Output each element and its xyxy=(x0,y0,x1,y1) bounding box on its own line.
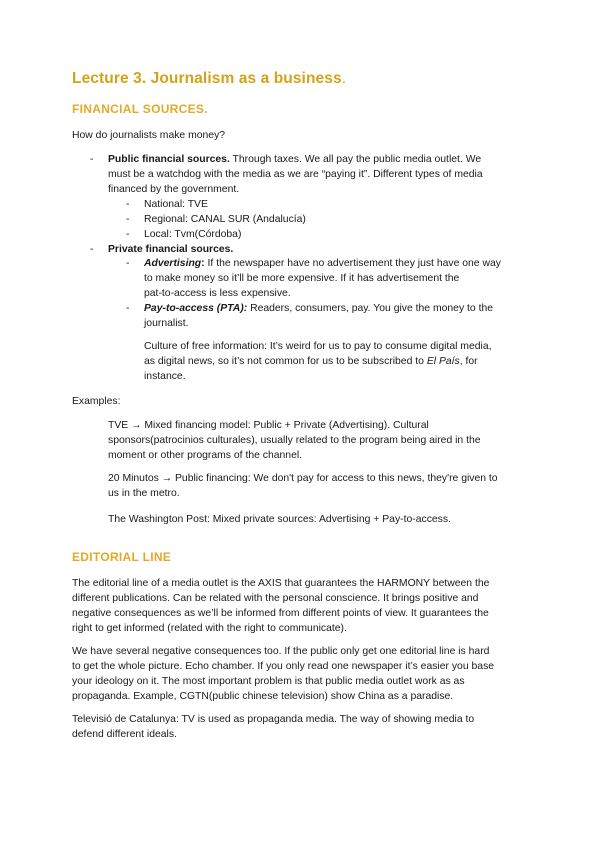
public-sources-paragraph xyxy=(108,152,538,197)
culture-paragraph: Culture of free information: It’s weird for us to pay to consume digital media, as digital news, so it’s not common for us to be subscribed to El País, for instance. xyxy=(144,341,492,382)
list-item-regional: Regional: CANAL SUR (Andalucía) xyxy=(144,214,306,225)
advertising-label: Advertising xyxy=(144,258,202,269)
sub-bullet-dash: - xyxy=(126,229,130,240)
question-text: How do journalists make money? xyxy=(72,130,226,141)
public-line: Through taxes. We all pay the public media outlet. We xyxy=(232,154,482,165)
editorial-paragraph-1: The editorial line of a media outlet is the AXIS that guarantees the HARMONY between the different publications. Can be related with the personal conscience. It brings positive and negative consequences as we’ll be informed from different points of view. It guarantees the right to get informed (related with the right to communicate). xyxy=(72,578,490,634)
example-tve: TVE → Mixed financing model: Public + Private (Advertising). Cultural sponsors(patrocinios culturales), usually related to the program being aired in the moment or other programs of the channel. xyxy=(108,420,481,461)
sub-bullet-dash: - xyxy=(126,258,130,269)
section-heading-financial-sources: FINANCIAL SOURCES. xyxy=(72,102,208,116)
sub-bullet-dash: - xyxy=(126,303,130,314)
pta-paragraph: Pay-to-access (PTA): Readers, consumers, pay. You give the money to the journalist. xyxy=(144,303,494,329)
example-20-minutos: 20 Minutos → Public financing: We don't pay for access to this news, they're given to us in the metro. xyxy=(108,473,498,499)
list-item-local: Local: Tvm(Córdoba) xyxy=(144,229,242,240)
list-item-national: National: TVE xyxy=(144,199,208,210)
public-sources-label: Public financial sources. xyxy=(108,154,230,165)
sub-bullet-dash: - xyxy=(126,214,130,225)
example-washington-post: The Washington Post: Mixed private sources: Advertising + Pay-to-access. xyxy=(108,514,451,525)
section-heading-editorial-line: EDITORIAL LINE xyxy=(72,550,172,564)
private-sources-label: Private financial sources. xyxy=(108,244,234,255)
editorial-paragraph-2: We have several negative consequences too. If the public only get one editorial line is hard to get the whole picture. Echo chamber. If you only read one newspaper it’s easier you base your ideology on it. The most important problem is that public media outlet work as as propaganda. Example, CGTN(public chinese television) show China as a paradise. xyxy=(72,646,495,702)
sub-bullet-dash: - xyxy=(126,199,130,210)
editorial-paragraph-3: Televisió de Catalunya: TV is used as propaganda media. The way of showing media to defend different ideals. xyxy=(72,714,475,740)
examples-label: Examples: xyxy=(72,396,121,407)
bullet-dash: - xyxy=(90,154,94,165)
public-line: must be a watchdog with the media as we are “paying it”. Different types of media xyxy=(108,169,483,180)
page-title: Lecture 3. Journalism as a business. xyxy=(72,70,347,87)
advertising-paragraph: Advertising: If the newspaper have no advertisement they just have one way to make money so it’ll be more expensive. If it has advertisement the pat-to-access is less expensive. xyxy=(144,258,501,299)
pta-label: Pay-to-access (PTA): xyxy=(144,303,248,314)
bullet-dash: - xyxy=(90,244,94,255)
public-line: financed by the government. xyxy=(108,184,240,195)
